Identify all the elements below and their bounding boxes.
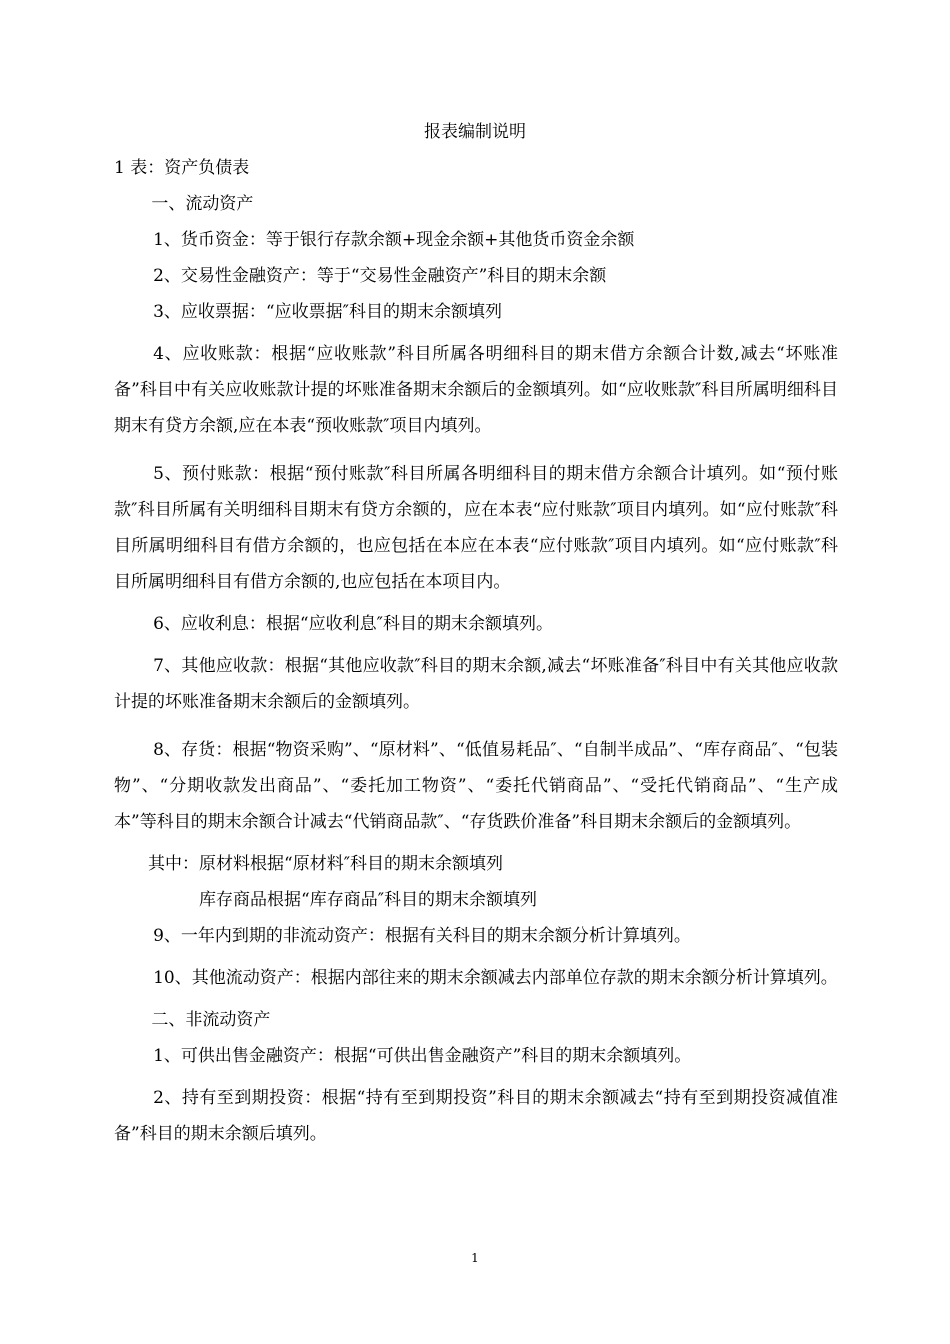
item-inventory: 8、存货：根据“物资采购”、“原材料”、“低值易耗品″、“自制半成品”、“库存商品″、“包装物”、“分期收款发出商品”、“委托加工物资”、“委托代销商品”、“受托代销商品”、“生产成本”等科目的期末余额合计减去“代销商品款″、“存货跌价准备”科目期末余额后的金额填列。 (114, 740, 838, 832)
item-monetary-funds: 1、货币资金：等于银行存款余额+现金余额+其他货币资金余额 (153, 230, 635, 250)
among-stock-goods: 库存商品根据“库存商品″科目的期末余额填列 (199, 890, 538, 910)
section-noncurrent-assets: 二、非流动资产 (151, 1010, 271, 1030)
item-current-portion-noncurrent: 9、一年内到期的非流动资产：根据有关科目的期末余额分析计算填列。 (153, 926, 691, 946)
item-notes-receivable: 3、应收票据：“应收票据″科目的期末余额填列 (153, 302, 502, 322)
item-accounts-receivable: 4、应收账款：根据“应收账款”科目所属各明细科目的期末借方余额合计数,减去“坏账准备”科目中有关应收账款计提的坏账准备期末余额后的金额填列。如“应收账款″科目所属明细科目期末有贷方余额,应在本表“预收账款″项目内填列。 (114, 344, 838, 436)
document-body (114, 156, 838, 1164)
page-number: 1 (471, 1251, 479, 1265)
among-raw-materials: 其中：原材料根据“原材料″科目的期末余额填列 (148, 854, 504, 874)
table-heading: 1 表：资产负债表 (114, 158, 250, 178)
item-held-to-maturity: 2、持有至到期投资：根据“持有至到期投资”科目的期末余额减去“持有至到期投资减值准备”科目的期末余额后填列。 (114, 1088, 838, 1144)
section-current-assets: 一、流动资产 (151, 194, 254, 214)
item-trading-financial-assets: 2、交易性金融资产：等于“交易性金融资产”科目的期末余额 (153, 266, 607, 286)
item-prepayments: 5、预付账款：根据“预付账款″科目所属各明细科目的期末借方余额合计填列。如“预付账款″科目所属有关明细科目期末有贷方余额的，应在本表“应付账款″项目内填列。如“应付账款″科目所属明细科目有借方余额的，也应包括在本应在本表“应付账款″项目内填列。如“应付账款″科目所属明细科目有借方余额的,也应包括在本项目内。 (114, 464, 838, 592)
item-available-for-sale: 1、可供出售金融资产：根据“可供出售金融资产”科目的期末余额填列。 (153, 1046, 692, 1066)
item-other-current-assets: 10、其他流动资产：根据内部往来的期末余额减去内部单位存款的期末余额分析计算填列。 (153, 968, 838, 988)
page-title: 报表编制说明 (424, 122, 526, 142)
item-interest-receivable: 6、应收利息：根据“应收利息″科目的期末余额填列。 (153, 614, 553, 634)
item-other-receivables: 7、其他应收款：根据“其他应收款″科目的期末余额,减去“坏账准备″科目中有关其他应收款计提的坏账准备期末余额后的金额填列。 (114, 656, 838, 712)
